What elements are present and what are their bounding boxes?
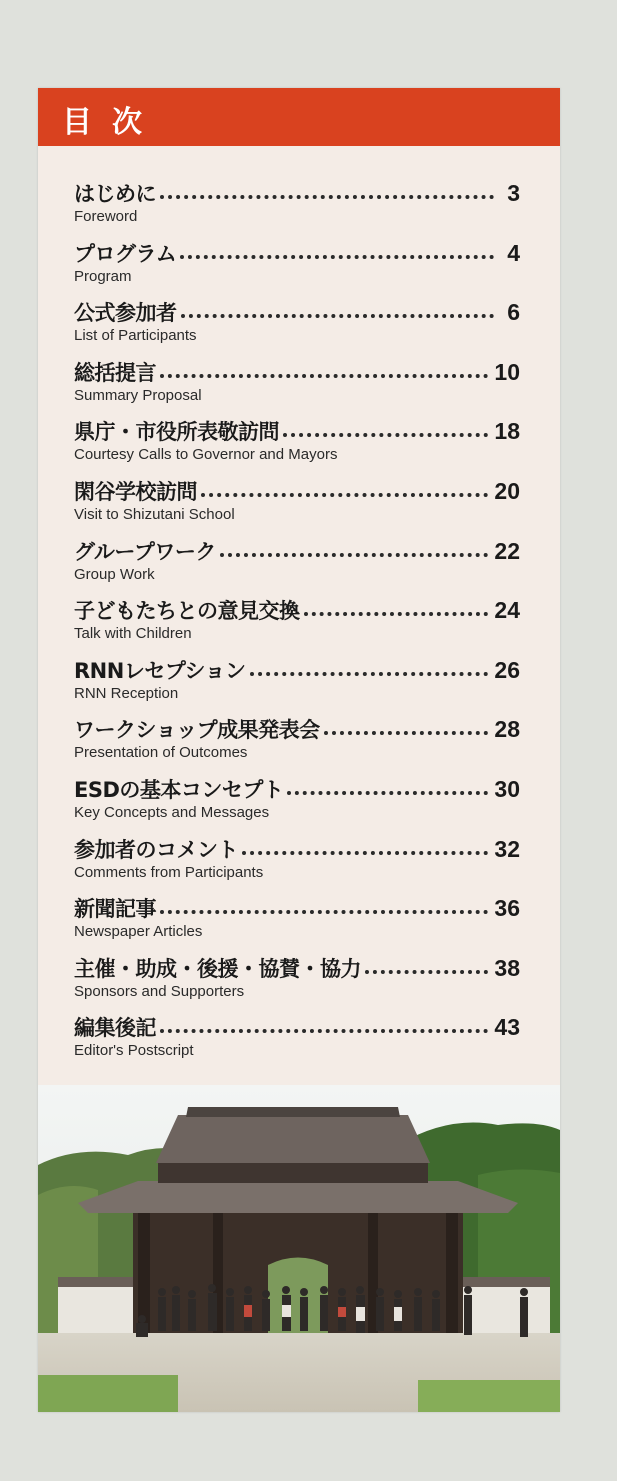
toc-entry[interactable]: [74, 357, 520, 417]
dot-leader: [287, 791, 488, 795]
toc-entry-title-ja: ワークショップ成果発表会: [74, 718, 320, 743]
toc-entry[interactable]: [74, 953, 520, 1013]
toc-entry-title-ja: プログラム: [74, 241, 177, 266]
toc-entry-title-ja: 総括提言: [74, 360, 156, 385]
dot-leader: [283, 433, 488, 437]
toc-entry-title-en: Talk with Children: [74, 625, 192, 643]
toc-entry-page: 28: [494, 716, 520, 743]
toc-entry-title-ja: 子どもたちとの意見交換: [74, 599, 300, 624]
dot-leader: [220, 553, 489, 557]
page-title: 目次: [62, 105, 162, 140]
toc-entry-title-ja: RNNレセプション: [74, 658, 246, 683]
toc-entry-page: 10: [494, 358, 520, 385]
toc-entry-title-en: Group Work: [74, 565, 155, 583]
dot-leader: [160, 910, 488, 914]
toc-entry-title-en: Key Concepts and Messages: [74, 803, 270, 821]
toc-entry-title-ja: はじめに: [74, 182, 156, 206]
toc-entry[interactable]: [74, 834, 520, 894]
toc-entry-page: 43: [494, 1014, 520, 1041]
dot-leader: [242, 851, 488, 855]
toc-entry-title-en: Courtesy Calls to Governor and Mayors: [74, 446, 338, 464]
toc-list: [74, 178, 520, 1072]
toc-entry-title-en: List of Participants: [74, 327, 197, 345]
toc-entry[interactable]: [74, 774, 520, 834]
toc-entry-title-en: Newspaper Articles: [74, 923, 203, 941]
toc-entry-title-en: Visit to Shizutani School: [74, 505, 235, 523]
toc-entry-title-en: Presentation of Outcomes: [74, 744, 248, 762]
toc-entry-page: 24: [494, 597, 520, 624]
toc-entry-title-en: RNN Reception: [74, 684, 179, 702]
dot-leader: [181, 314, 495, 318]
toc-entry[interactable]: [74, 714, 520, 774]
toc-entry[interactable]: [74, 536, 520, 596]
temple-gate-photo: [38, 1085, 560, 1412]
toc-entry-title-ja: 公式参加者: [74, 301, 177, 326]
toc-entry[interactable]: [74, 1012, 520, 1072]
toc-entry[interactable]: [74, 178, 520, 238]
dot-leader: [365, 970, 488, 974]
toc-entry-page: 38: [494, 954, 520, 981]
dot-leader: [250, 672, 489, 676]
toc-entry-title-ja: 参加者のコメント: [74, 837, 238, 862]
toc-entry[interactable]: [74, 297, 520, 357]
toc-entry-title-ja: 編集後記: [74, 1016, 156, 1041]
toc-header: [38, 88, 560, 146]
toc-entry[interactable]: [74, 595, 520, 655]
toc-entry[interactable]: [74, 238, 520, 298]
toc-entry-title-ja: ESDの基本コンセプト: [74, 777, 284, 802]
toc-entry[interactable]: [74, 655, 520, 715]
toc-entry-page: 6: [507, 299, 520, 326]
toc-entry-title-en: Sponsors and Supporters: [74, 982, 245, 1000]
toc-entry-page: 18: [494, 418, 520, 445]
toc-entry-page: 20: [494, 477, 520, 504]
dot-leader: [160, 374, 488, 378]
toc-entry-page: 36: [494, 895, 520, 922]
toc-entry-title-en: Editor's Postscript: [74, 1042, 194, 1060]
toc-entry-title-ja: 県庁・市役所表敬訪問: [74, 420, 279, 445]
toc-panel: [38, 88, 560, 1412]
toc-entry[interactable]: [74, 416, 520, 476]
toc-entry-title-ja: 閑谷学校訪問: [74, 479, 197, 504]
toc-entry-page: 22: [494, 537, 520, 564]
toc-entry[interactable]: [74, 893, 520, 953]
dot-leader: [180, 255, 494, 259]
toc-entry-title-en: Program: [74, 267, 132, 285]
toc-entry-page: 26: [494, 656, 520, 683]
dot-leader: [201, 493, 488, 497]
toc-entry-page: 4: [507, 239, 520, 266]
dot-leader: [324, 731, 489, 735]
dot-leader: [304, 612, 489, 616]
toc-entry-title-ja: 主催・助成・後援・協賛・協力: [74, 956, 361, 981]
toc-entry[interactable]: [74, 476, 520, 536]
toc-entry-title-en: Foreword: [74, 208, 138, 225]
toc-entry-page: 32: [494, 835, 520, 862]
dot-leader: [160, 1029, 488, 1033]
toc-entry-title-en: Comments from Participants: [74, 863, 264, 881]
toc-entry-title-en: Summary Proposal: [74, 386, 202, 404]
dot-leader: [160, 195, 494, 199]
toc-entry-title-ja: グループワーク: [74, 539, 216, 564]
toc-entry-page: 30: [494, 775, 520, 802]
toc-entry-page: 3: [507, 180, 520, 206]
toc-entry-title-ja: 新聞記事: [74, 897, 156, 922]
